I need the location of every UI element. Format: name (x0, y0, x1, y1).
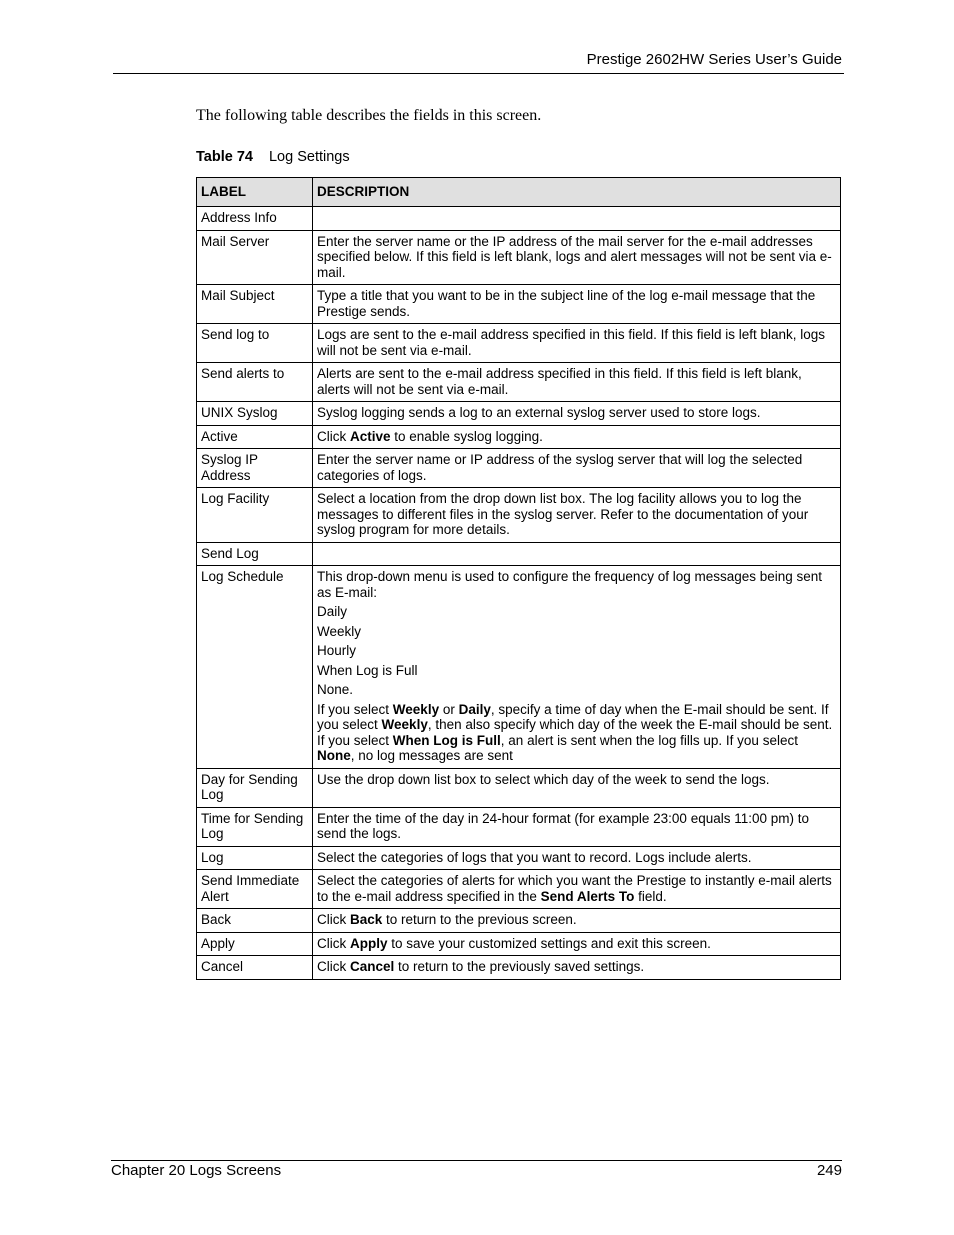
description-text: , then also specify which day of the week the E-mail should be sent. If you select (317, 717, 833, 748)
description-text: Syslog logging sends a log to an external syslog server used to store logs. (317, 405, 761, 420)
description-paragraph (317, 936, 836, 952)
field-name-emphasis: Active (350, 428, 391, 444)
table-row (197, 402, 841, 426)
log-settings-table (196, 177, 841, 980)
table-header-row (197, 178, 841, 207)
table-body (197, 207, 841, 980)
row-description (313, 870, 841, 909)
description-paragraph (317, 604, 836, 620)
description-paragraph (317, 491, 836, 538)
description-paragraph (317, 912, 836, 928)
description-text: Enter the time of the day in 24-hour format (for example 23:00 equals 11:00 pm) to send the logs. (317, 810, 810, 841)
description-text: to return to the previously saved settings. (394, 959, 645, 974)
description-text: Select a location from the drop down list box. The log facility allows you to log the messages to different files in the syslog server. Refer to the documentation of your syslog program for more details. (317, 491, 809, 537)
row-description (313, 230, 841, 285)
description-text: to enable syslog logging. (390, 428, 543, 444)
row-description (313, 566, 841, 769)
description-text: , an alert is sent when the log fills up. If you select (500, 732, 798, 748)
description-text: , no log messages are sent (350, 748, 513, 763)
table-row (197, 285, 841, 324)
row-description (313, 207, 841, 231)
description-text: Click (317, 959, 350, 974)
description-text: Use the drop down list box to select which day of the week to send the logs. (317, 771, 770, 787)
row-label: Send alerts to (197, 363, 313, 402)
footer-divider (111, 1160, 842, 1161)
description-column-header: DESCRIPTION (313, 178, 841, 207)
description-paragraph (317, 702, 836, 764)
description-text: or (439, 701, 459, 717)
row-label: UNIX Syslog (197, 402, 313, 426)
description-text: Click (317, 935, 350, 951)
field-name-emphasis: Weekly (381, 717, 428, 732)
table-row (197, 324, 841, 363)
description-text: When Log is Full (317, 662, 418, 678)
row-description (313, 363, 841, 402)
label-column-header: LABEL (197, 178, 313, 207)
field-name-emphasis: Send Alerts To (540, 888, 635, 904)
description-text: Weekly (317, 623, 362, 639)
row-label: Log (197, 846, 313, 870)
field-name-emphasis: Apply (350, 935, 388, 951)
row-description (313, 542, 841, 566)
description-paragraph (317, 811, 836, 842)
description-text: Enter the server name or IP address of the syslog server that will log the selected categories of logs. (317, 452, 803, 483)
description-paragraph (317, 288, 836, 319)
table-number: Table 74 (196, 149, 253, 165)
description-text: Click (317, 912, 350, 927)
description-paragraph (317, 959, 836, 975)
description-paragraph (317, 682, 836, 698)
description-text: Alerts are sent to the e-mail address specified in this field. If this field is left blank, alerts will not be sent via e-mail. (317, 366, 802, 397)
row-label: Address Info (197, 207, 313, 231)
page-number: 249 (816, 1162, 842, 1179)
field-name-emphasis: Weekly (392, 701, 440, 717)
row-description (313, 285, 841, 324)
table-title: Log Settings (268, 149, 350, 165)
table-row (197, 956, 841, 980)
description-text: Daily (317, 604, 348, 619)
description-text: Select the categories of logs that you want to record. Logs include alerts. (317, 849, 752, 865)
row-label: Mail Server (197, 230, 313, 285)
field-name-emphasis: Cancel (350, 959, 395, 974)
row-description (313, 956, 841, 980)
description-paragraph (317, 772, 836, 788)
description-text: If you select (317, 701, 393, 717)
row-label: Send Immediate Alert (197, 870, 313, 909)
description-text: This drop-down menu is used to configure the frequency of log messages being sent as E-mail: (317, 569, 823, 600)
row-label: Send Log (197, 542, 313, 566)
row-description (313, 807, 841, 846)
row-label: Syslog IP Address (197, 449, 313, 488)
description-paragraph (317, 429, 836, 445)
chapter-title: Chapter 20 Logs Screens (111, 1162, 282, 1179)
description-text: , specify a time of day when the E-mail should be sent. If you select (317, 701, 829, 732)
description-paragraph (317, 643, 836, 659)
table-row (197, 425, 841, 449)
row-label: Cancel (197, 956, 313, 980)
row-label: Log Facility (197, 488, 313, 543)
table-row (197, 207, 841, 231)
description-paragraph (317, 624, 836, 640)
table-row (197, 768, 841, 807)
description-text: to save your customized settings and exit this screen. (387, 935, 711, 951)
description-text: None. (317, 682, 354, 697)
row-description (313, 402, 841, 426)
description-paragraph (317, 569, 836, 600)
table-row (197, 932, 841, 956)
table-caption (196, 149, 350, 165)
description-text: Enter the server name or the IP address of the mail server for the e-mail addresses specified below. If this field is left blank, logs and alert messages will not be sent via e-mail. (317, 233, 832, 280)
description-text: field. (634, 888, 667, 904)
description-paragraph (317, 234, 836, 281)
row-description (313, 846, 841, 870)
row-description (313, 768, 841, 807)
row-label: Mail Subject (197, 285, 313, 324)
row-description (313, 909, 841, 933)
header-divider (113, 73, 844, 74)
table-row (197, 909, 841, 933)
row-label: Active (197, 425, 313, 449)
description-text: Type a title that you want to be in the subject line of the log e-mail message that the Prestige sends. (317, 288, 816, 319)
row-description (313, 932, 841, 956)
description-paragraph (317, 366, 836, 397)
table-row (197, 230, 841, 285)
description-paragraph (317, 873, 836, 904)
row-label: Log Schedule (197, 566, 313, 769)
running-header: Prestige 2602HW Series User’s Guide (586, 51, 842, 68)
description-paragraph (317, 663, 836, 679)
table-row (197, 870, 841, 909)
field-name-emphasis: Back (350, 912, 383, 927)
row-label: Time for Sending Log (197, 807, 313, 846)
field-name-emphasis: Daily (458, 701, 491, 717)
description-text: Hourly (317, 643, 357, 658)
table-row (197, 488, 841, 543)
table-row (197, 807, 841, 846)
field-name-emphasis: None (317, 748, 351, 763)
table-row (197, 566, 841, 769)
description-text: Click (317, 428, 350, 444)
table-row (197, 363, 841, 402)
description-text: to return to the previous screen. (382, 912, 577, 927)
field-name-emphasis: When Log is Full (392, 732, 501, 748)
description-text: Logs are sent to the e-mail address specified in this field. If this field is left blank, logs will not be sent via e-mail. (317, 327, 826, 358)
row-label: Apply (197, 932, 313, 956)
description-paragraph (317, 452, 836, 483)
description-text: Select the categories of alerts for which you want the Prestige to instantly e-mail alerts to the e-mail address specified in the (317, 873, 832, 904)
table-row (197, 449, 841, 488)
description-paragraph (317, 405, 836, 421)
row-label: Send log to (197, 324, 313, 363)
row-description (313, 425, 841, 449)
description-paragraph (317, 327, 836, 358)
row-label: Back (197, 909, 313, 933)
description-paragraph (317, 850, 836, 866)
table-row (197, 542, 841, 566)
row-description (313, 488, 841, 543)
row-label: Day for Sending Log (197, 768, 313, 807)
row-description (313, 324, 841, 363)
table-row (197, 846, 841, 870)
intro-paragraph: The following table describes the fields in this screen. (196, 107, 542, 124)
row-description (313, 449, 841, 488)
